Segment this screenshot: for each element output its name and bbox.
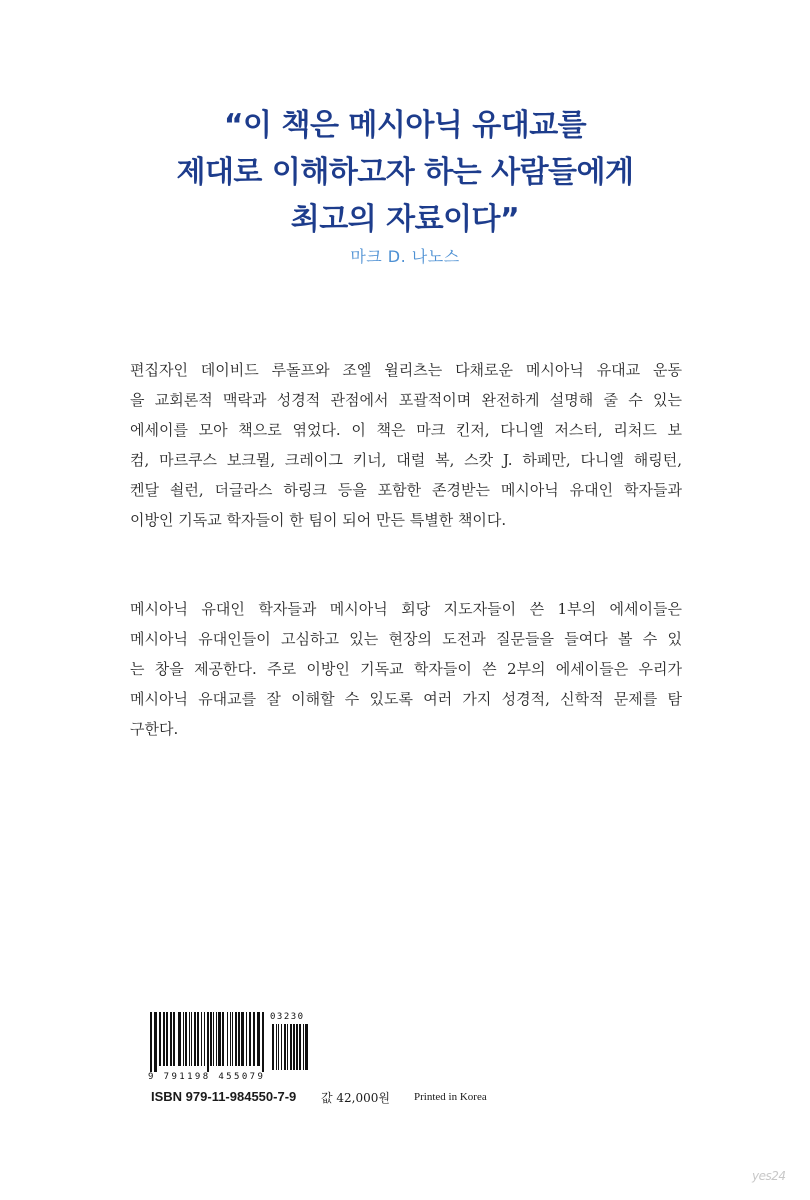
barcode-bar bbox=[218, 1012, 221, 1066]
barcode-bar bbox=[185, 1012, 187, 1066]
text-line: 에세이를 모아 책으로 엮었다. 이 책은 마크 킨저, 다니엘 저스터, 리처드 보 bbox=[130, 421, 682, 439]
barcode-bar bbox=[272, 1024, 274, 1070]
description-paragraph-2 bbox=[130, 594, 682, 744]
barcode-bar bbox=[163, 1012, 165, 1066]
barcode-bar bbox=[284, 1024, 286, 1070]
barcode-bar bbox=[296, 1024, 298, 1070]
barcode-bar bbox=[278, 1024, 279, 1070]
addon-barcode-bars bbox=[270, 1024, 308, 1076]
barcode-bar bbox=[191, 1012, 192, 1066]
barcode-bar bbox=[303, 1024, 304, 1070]
barcode-bar bbox=[287, 1024, 288, 1070]
barcode-bar bbox=[178, 1012, 181, 1066]
price-code: 03230 bbox=[270, 1012, 305, 1022]
barcode-bar bbox=[201, 1012, 202, 1066]
text-line: 편집자인 데이비드 루돌프와 조엘 윌리츠는 다채로운 메시아닉 유대교 운동 bbox=[130, 361, 682, 379]
barcode-bar bbox=[173, 1012, 175, 1066]
text-line: 을 교회론적 맥락과 성경적 관점에서 포괄적이며 완전하게 설명해 줄 수 있는 bbox=[130, 391, 682, 409]
barcode-bar bbox=[276, 1024, 277, 1070]
barcode-bar bbox=[213, 1012, 214, 1066]
description-paragraph-1 bbox=[130, 355, 682, 535]
barcode-bar bbox=[299, 1024, 301, 1070]
barcode-bar bbox=[154, 1012, 157, 1072]
barcode-bar bbox=[241, 1012, 244, 1066]
barcode-bar bbox=[305, 1024, 308, 1070]
barcode-bar bbox=[222, 1012, 224, 1066]
barcode-bar bbox=[232, 1012, 233, 1066]
barcode-bar bbox=[210, 1012, 212, 1066]
text-line: 이방인 기독교 학자들이 한 팀이 되어 만든 특별한 책이다. bbox=[130, 511, 507, 529]
barcode-bar bbox=[253, 1012, 255, 1066]
barcode-bar bbox=[230, 1012, 231, 1066]
quote-line: 최고의 자료이다” bbox=[290, 202, 520, 237]
barcode-bar bbox=[166, 1012, 168, 1066]
barcode-bar bbox=[207, 1012, 209, 1072]
barcode-bar bbox=[246, 1012, 247, 1066]
text-line: 메시아닉 유대교를 잘 이해할 수 있도록 여러 가지 성경적, 신학적 문제를 탐 bbox=[130, 690, 682, 708]
isbn-number: ISBN 979-11-984550-7-9 bbox=[151, 1089, 297, 1104]
printed-in-label: Printed in Korea bbox=[414, 1091, 487, 1103]
quote-attribution: 마크 D. 나노스 bbox=[350, 247, 460, 266]
barcode-bar bbox=[183, 1012, 184, 1066]
barcode-bar bbox=[238, 1012, 240, 1066]
barcode-bar bbox=[227, 1012, 228, 1066]
barcode-digits: 9 791198 455079 bbox=[148, 1072, 266, 1082]
quote-line: 제대로 이해하고자 하는 사람들에게 bbox=[176, 155, 634, 190]
text-line: 메시아닉 유대인들이 고심하고 있는 현장의 도전과 질문들을 들여다 볼 수 있 bbox=[130, 630, 682, 648]
barcode-bar bbox=[204, 1012, 205, 1066]
barcode-bar bbox=[281, 1024, 282, 1070]
barcode-bar bbox=[159, 1012, 161, 1066]
quote-line: “이 책은 메시아닉 유대교를 bbox=[223, 108, 587, 143]
barcode-bar bbox=[235, 1012, 237, 1066]
barcode-bars bbox=[148, 1012, 266, 1072]
barcode-bar bbox=[257, 1012, 260, 1066]
text-line: 는 창을 제공한다. 주로 이방인 기독교 학자들이 쓴 2부의 에세이들은 우리가 bbox=[130, 660, 682, 678]
text-line: 구한다. bbox=[130, 720, 179, 738]
watermark-logo: yes24 bbox=[752, 1169, 786, 1183]
barcode-bar bbox=[170, 1012, 172, 1066]
headline-quote bbox=[0, 102, 810, 243]
barcode-bar bbox=[290, 1024, 292, 1070]
barcode-bar bbox=[249, 1012, 251, 1066]
price-label: 값 42,000원 bbox=[321, 1091, 390, 1105]
barcode-bar bbox=[216, 1012, 217, 1066]
barcode-bar bbox=[293, 1024, 295, 1070]
barcode-bar bbox=[197, 1012, 199, 1066]
text-line: 컴, 마르쿠스 보크뮐, 크레이그 키너, 대럴 복, 스캇 J. 하페만, 다니엘 해링턴, bbox=[130, 451, 682, 469]
text-line: 메시아닉 유대인 학자들과 메시아닉 회당 지도자들이 쓴 1부의 에세이들은 bbox=[130, 600, 682, 618]
barcode-bar bbox=[194, 1012, 196, 1066]
text-line: 켄달 쇨런, 더글라스 하링크 등을 포함한 존경받는 메시아닉 유대인 학자들과 bbox=[130, 481, 682, 499]
barcode-bar bbox=[262, 1012, 264, 1072]
barcode-bar bbox=[150, 1012, 152, 1072]
barcode-bar bbox=[189, 1012, 190, 1066]
